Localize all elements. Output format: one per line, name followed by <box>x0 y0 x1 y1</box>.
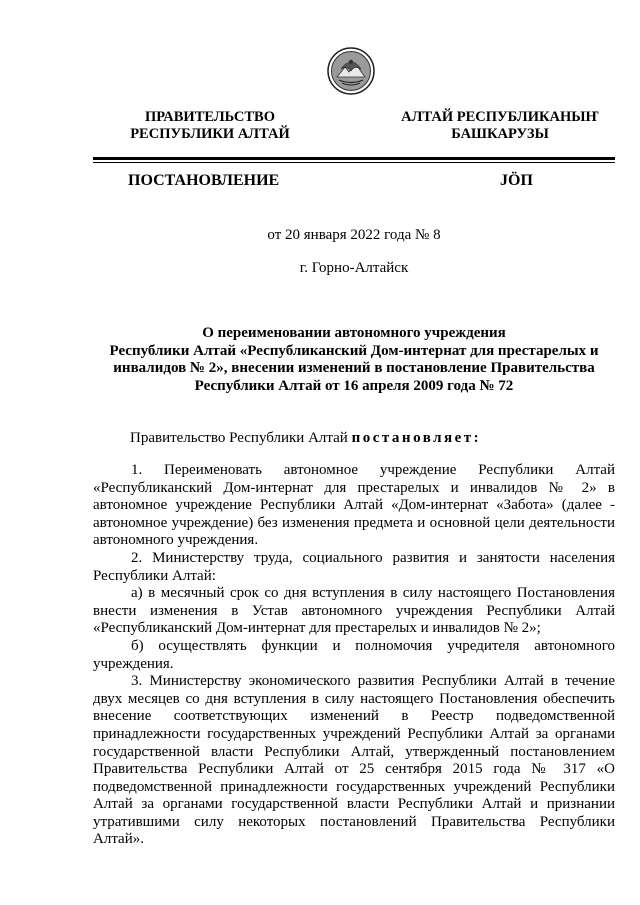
coat-of-arms-emblem <box>327 47 375 95</box>
document-body <box>93 462 615 849</box>
document-kind-ru: ПОСТАНОВЛЕНИЕ <box>128 172 280 189</box>
body-paragraph: 1. Переименовать автономное учреждение Республики Алтай «Республиканский Дом-интернат для престарелых и инвалидов № 2» в автономное учреждение Республики Алтай «Дом-интернат «Забота» (далее - автономное учреждение) без изменения предмета и основной цели деятельности автономного учреждения. <box>93 462 615 549</box>
preamble-prefix: Правительство Республики Алтай <box>130 430 352 446</box>
body-paragraph: 3. Министерству экономического развития Республики Алтай в течение двух месяцев со дня вступления в силу настоящего Постановления обеспечить внесение соответствующих изменений в Реестр подведомственной принадлежности государственных учреждений Республики Алтай за органами государственной власти Республики Алтай, утвержденный постановлением Правительства Республики Алтай от 25 сентября 2015 года № 317 «О подведомственной принадлежности государственных учреждений Республики Алтай за органами государственной власти Республики Алтай и признании утратившими силу некоторых постановлений Правительства Республики Алтай». <box>93 673 615 848</box>
document-date-number: от 20 января 2022 года № 8 <box>267 227 441 243</box>
preamble <box>130 430 481 447</box>
issuer-ru <box>110 109 310 143</box>
body-paragraph: 2. Министерству труда, социального развития и занятости населения Республики Алтай: <box>93 549 615 584</box>
issuer-ru-line2: РЕСПУБЛИКИ АЛТАЙ <box>130 126 290 142</box>
title-line: Республики Алтай от 16 апреля 2009 года № 72 <box>194 377 514 394</box>
issuer-alt-line1: АЛТАЙ РЕСПУБЛИКАНЫҤ <box>401 109 599 125</box>
title-line: Республики Алтай «Республиканский Дом-интернат для престарелых и <box>109 342 599 359</box>
title-line: О переименовании автономного учреждения <box>202 325 506 341</box>
header-divider-thin <box>93 162 615 163</box>
document-kind-alt: JÖП <box>500 172 533 189</box>
body-paragraph: а) в месячный срок со дня вступления в силу настоящего Постановления внести изменения в Устав автономного учреждения Республики Алтай «Республиканский Дом-интернат для престарелых и инвалидов № 2»; <box>93 585 615 637</box>
issuer-ru-line1: ПРАВИТЕЛЬСТВО <box>145 109 275 125</box>
body-paragraph: б) осуществлять функции и полномочия учредителя автономного учреждения. <box>93 637 615 672</box>
issuer-alt-line2: БАШКАРУЗЫ <box>451 126 549 142</box>
issuer-alt <box>370 109 630 143</box>
header-divider-thick <box>93 157 615 160</box>
document-city: г. Горно-Алтайск <box>299 260 409 276</box>
preamble-resolves: постановляет: <box>351 430 482 446</box>
title-line: инвалидов № 2», внесении изменений в постановление Правительства <box>113 360 595 376</box>
document-title <box>93 325 615 395</box>
